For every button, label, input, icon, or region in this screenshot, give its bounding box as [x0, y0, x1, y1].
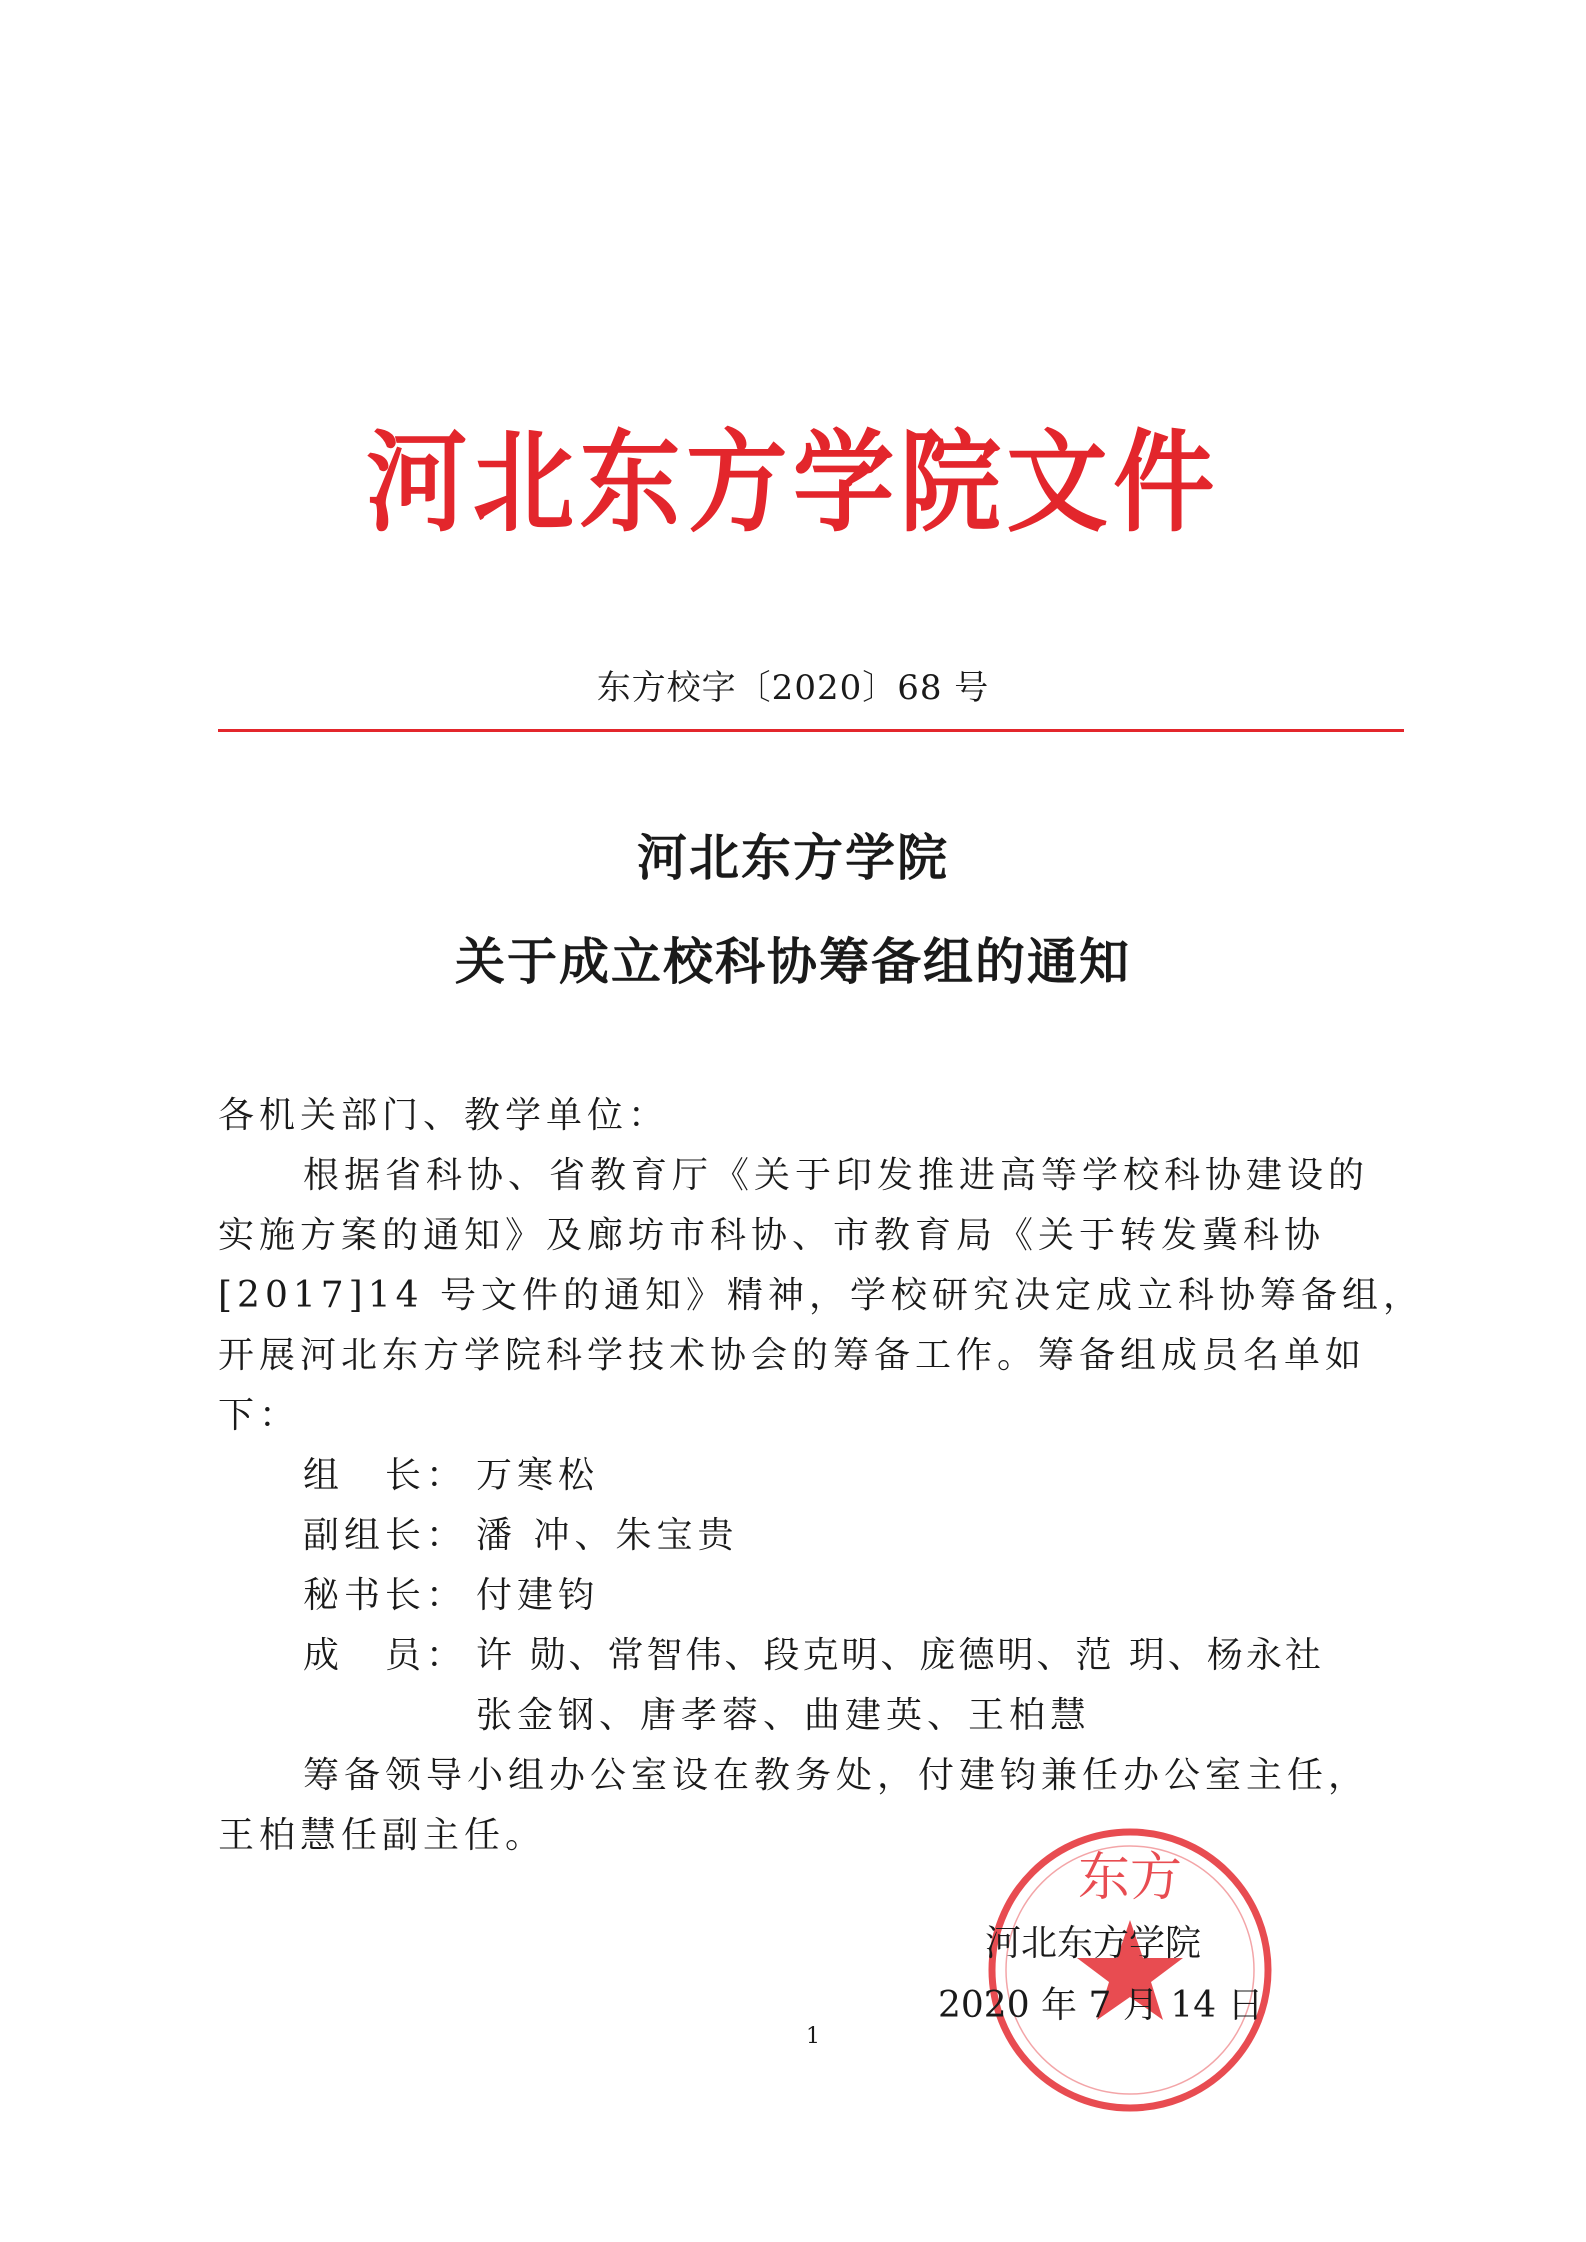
page-number: 1 [806, 2024, 820, 2049]
paragraph-line: 开展河北东方学院科学技术协会的筹备工作。筹备组成员名单如 [218, 1335, 1367, 1376]
member-role-deputy: 副组长： [303, 1515, 468, 1556]
red-divider-line [218, 729, 1404, 732]
paragraph-line: [2017]14 号文件的通知》精神，学校研究决定成立科协筹备组， [218, 1275, 1424, 1316]
member-names-members: 许 勋、常智伟、段克明、庞德明、范 玥、杨永社 [476, 1635, 1324, 1676]
member-names-leader: 万寒松 [476, 1455, 600, 1496]
document-number: 东方校字〔2020〕68 号 [596, 668, 990, 708]
member-role-leader: 组 长： [303, 1455, 468, 1496]
salutation: 各机关部门、教学单位： [218, 1095, 670, 1136]
paragraph-line: 实施方案的通知》及廊坊市科协、市教育局《关于转发冀科协 [218, 1215, 1326, 1256]
official-seal-stamp [985, 1825, 1275, 2115]
member-names-members-cont: 张金钢、唐孝蓉、曲建英、王柏慧 [476, 1695, 1092, 1736]
masthead-title: 河北东方学院文件 [366, 419, 1220, 547]
signature-date: 2020 年 7 月 14 日 [938, 1985, 1264, 2026]
member-role-secretary: 秘书长： [303, 1575, 468, 1616]
signature-organization: 河北东方学院 [985, 1923, 1202, 1964]
paragraph-line: 根据省科协、省教育厅《关于印发推进高等学校科协建设的 [303, 1155, 1370, 1196]
member-role-members: 成 员： [303, 1635, 468, 1676]
notice-title-line1: 河北东方学院 [637, 829, 949, 887]
seal-text: 东方 [1077, 1848, 1183, 1908]
member-names-deputy: 潘 冲、朱宝贵 [476, 1515, 739, 1556]
member-names-secretary: 付建钧 [476, 1575, 600, 1616]
paragraph-line: 下： [218, 1395, 301, 1436]
notice-title-line2: 关于成立校科协筹备组的通知 [455, 933, 1131, 991]
paragraph-line: 筹备领导小组办公室设在教务处，付建钧兼任办公室主任， [303, 1755, 1370, 1796]
paragraph-line: 王柏慧任副主任。 [218, 1815, 547, 1856]
